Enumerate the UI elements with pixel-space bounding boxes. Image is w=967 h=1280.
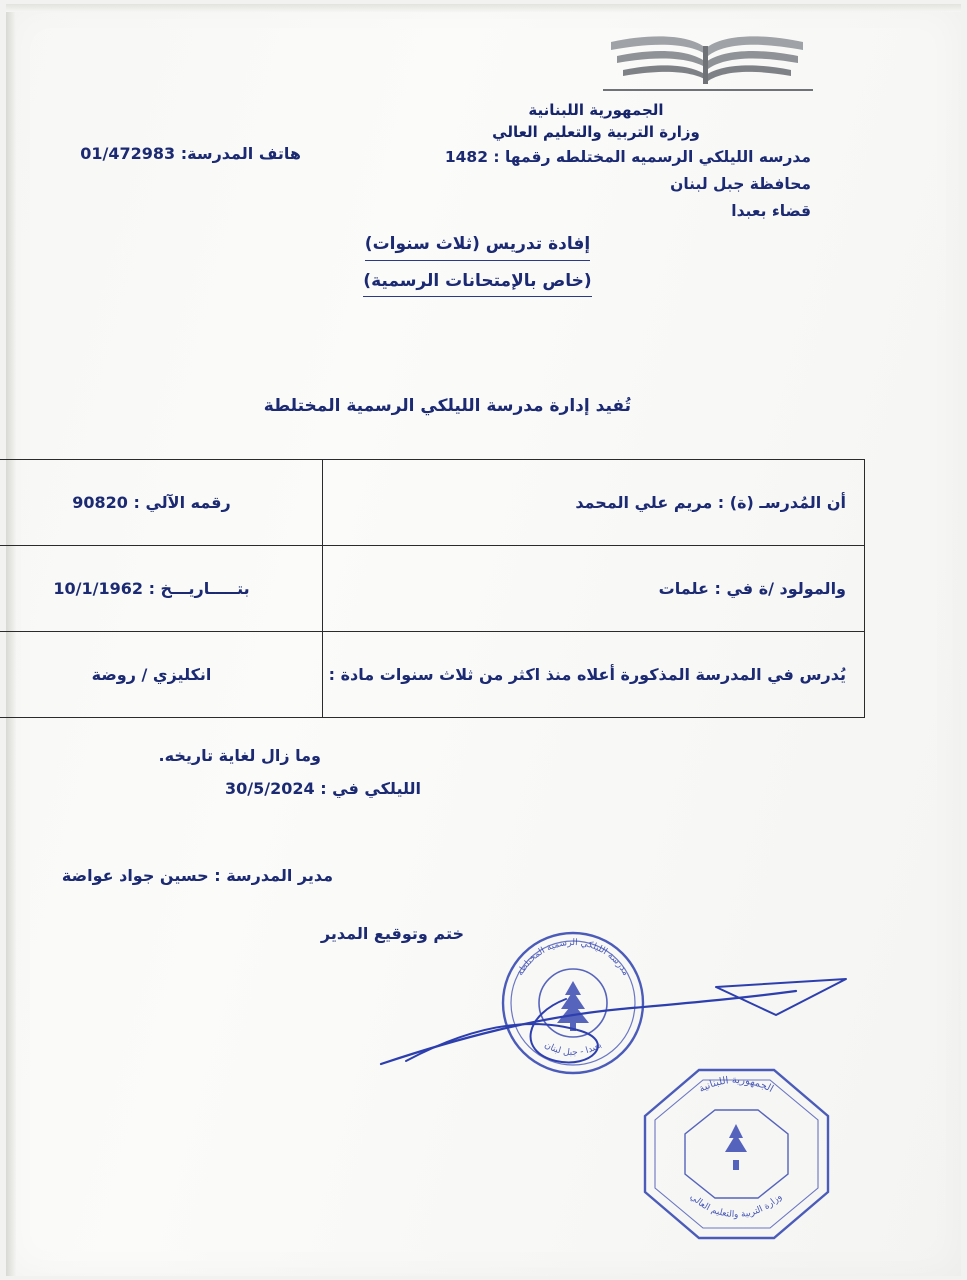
stamp-signature-label: ختم وتوقيع المدير (320, 924, 464, 943)
place-and-date: الليلكي في : 30/5/2024 (225, 779, 421, 798)
teacher-id-cell: رقمه الآلي : 90820 (0, 460, 323, 546)
paper-sheet (6, 4, 961, 1276)
title-line-1: إفادة تدريس (ثلاث سنوات) (365, 232, 590, 261)
svg-text:الجمهورية اللبنانية: الجمهورية اللبنانية (697, 1074, 775, 1095)
school-phone-label: هاتف المدرسة: (180, 144, 301, 163)
paper-edge-top (6, 4, 961, 12)
svg-text:وزارة التربية والتعليم العالي: وزارة التربية والتعليم العالي (687, 1192, 785, 1221)
teacher-details-table (0, 459, 865, 718)
principal-name: مدير المدرسة : حسين جواد عواضة (61, 866, 333, 885)
ministry-emblem-icon (603, 30, 813, 96)
still-teaching-note: وما زال لغاية تاريخه. (158, 746, 321, 765)
birth-place-cell: والمولود /ة في : علمات (323, 546, 865, 632)
republic-line: الجمهورية اللبنانية (528, 101, 664, 119)
intro-statement: تُفيد إدارة مدرسة الليلكي الرسمية المختلطة (263, 396, 631, 416)
school-round-stamp (493, 929, 653, 1079)
ministry-header (381, 100, 811, 144)
school-phone-value: 01/472983 (80, 144, 176, 163)
table-row (0, 460, 865, 546)
svg-text:بعبدا - جبل لبنان: بعبدا - جبل لبنان (542, 1040, 604, 1059)
teaching-statement-cell: يُدرس في المدرسة المذكورة أعلاه منذ اكثر من ثلاث سنوات مادة : (323, 632, 865, 718)
birth-date-cell: بتـــــاريـــخ : 10/1/1962 (0, 546, 323, 632)
school-district: قضاء بعبدا (731, 202, 811, 221)
table-row (0, 546, 865, 632)
school-phone (80, 144, 301, 163)
svg-text:مدرسة الليلكي الرسمية المختلطة: مدرسة الليلكي الرسمية المختلطة (515, 937, 631, 978)
teacher-name-cell: أن المُدرسـ (ة) : مريم علي المحمد (323, 460, 865, 546)
table-row (0, 632, 865, 718)
title-line-2: (خاص بالإمتحانات الرسمية) (363, 269, 591, 298)
school-info-block (331, 144, 811, 225)
subject-cell: انكليزي / روضة (0, 632, 323, 718)
ministry-octagon-stamp (639, 1064, 834, 1244)
document-title (0, 232, 961, 297)
school-governorate: محافظة جبل لبنان (670, 175, 811, 194)
school-name-line: مدرسه الليلكي الرسميه المختلطه رقمها : 1482 (444, 148, 811, 166)
ministry-line: وزارة التربية والتعليم العالي (492, 122, 700, 141)
